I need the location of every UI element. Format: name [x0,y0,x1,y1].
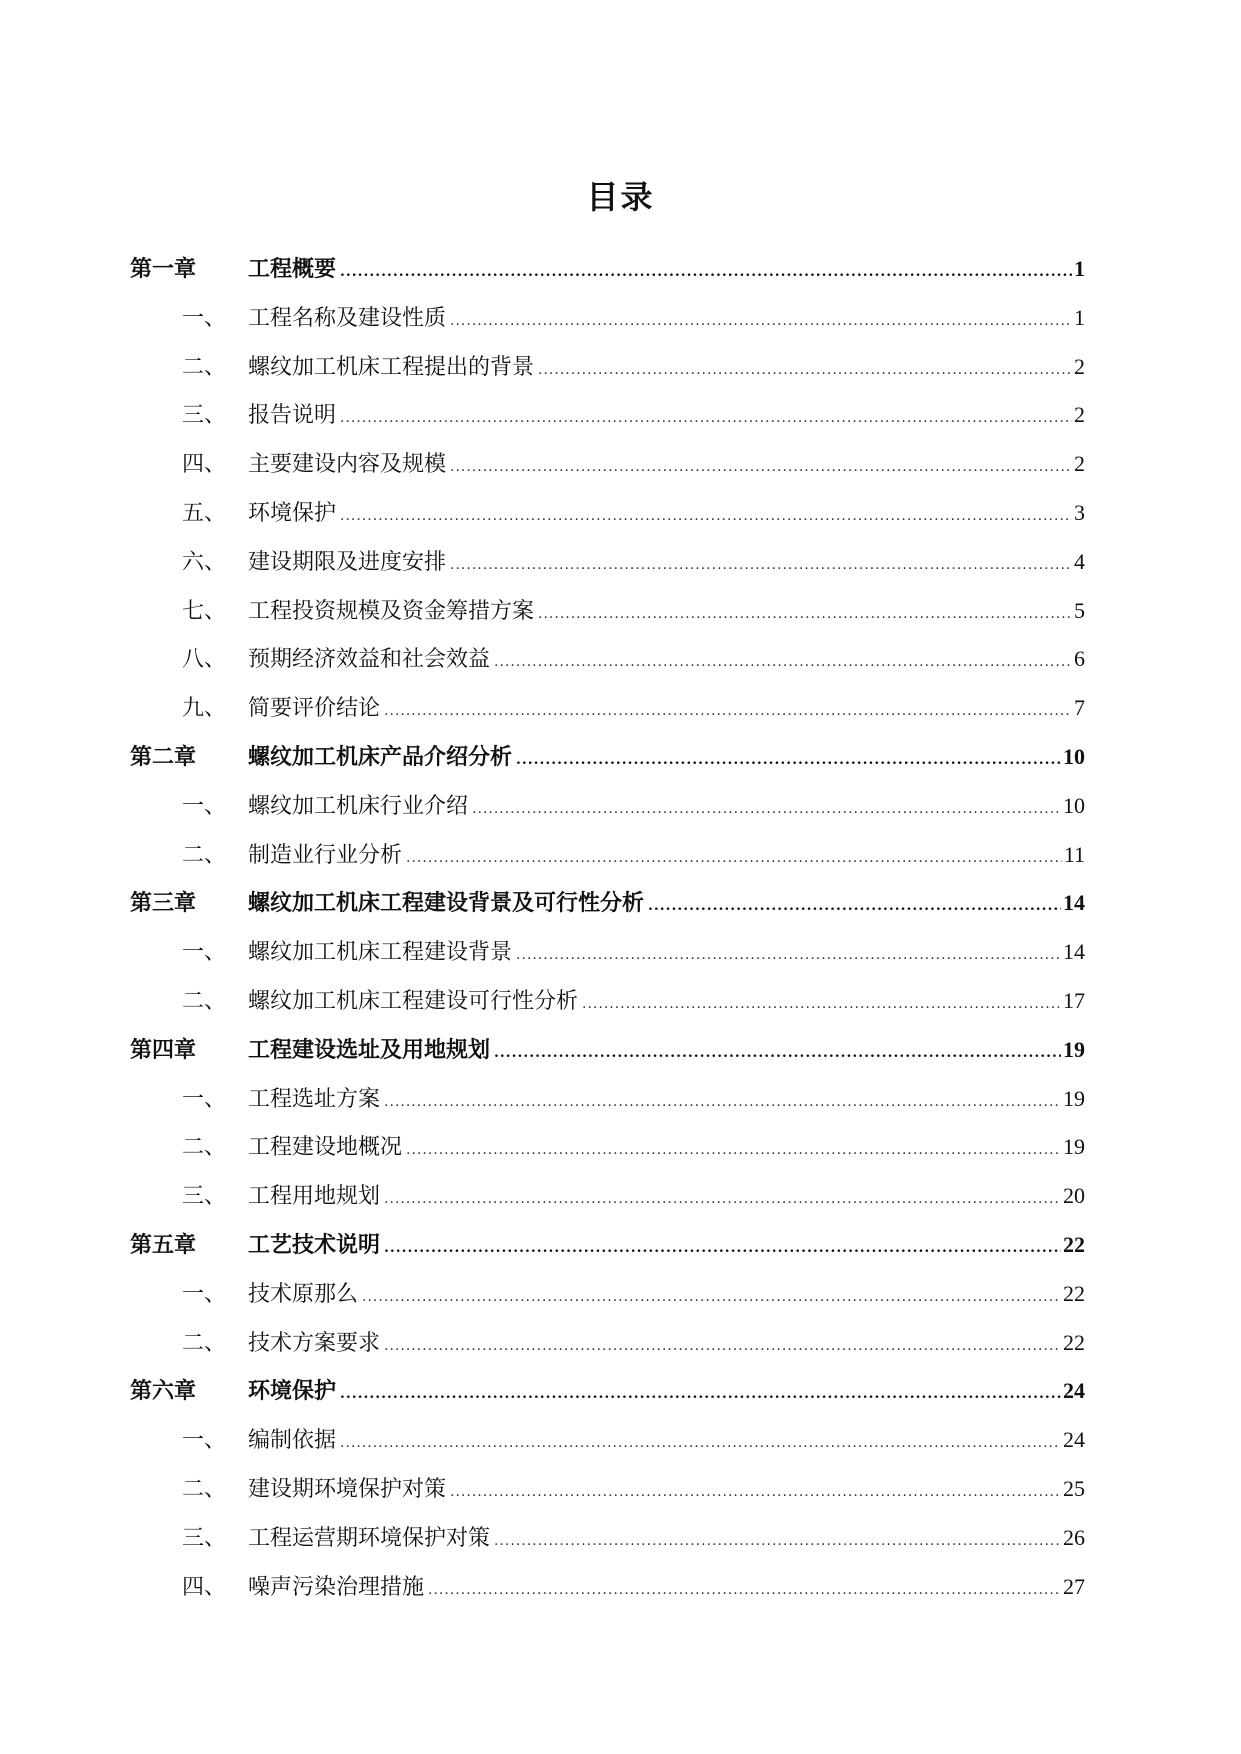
page-number: 7 [1074,695,1085,721]
dot-leader [384,687,1072,736]
page-number: 25 [1063,1475,1085,1501]
page-number: 1 [1074,304,1085,330]
section-number: 二、 [182,1135,227,1161]
section-title: 工程名称及建设性质 [248,305,447,331]
page-number: 3 [1074,499,1085,525]
dot-leader [538,346,1072,395]
section-title: 建设期环境保护对策 [248,1476,447,1502]
page-number: 27 [1063,1573,1085,1599]
section-number: 三、 [182,1184,227,1210]
dot-leader [538,590,1072,639]
chapter-number: 第三章 [130,891,197,917]
section-title: 预期经济效益和社会效益 [248,647,491,673]
page-number: 22 [1063,1231,1085,1257]
section-title: 螺纹加工机床工程建设可行性分析 [248,988,579,1014]
page-number: 19 [1063,1134,1085,1160]
section-number: 一、 [182,1086,227,1112]
page-number: 14 [1063,939,1085,965]
dot-leader [472,785,1061,834]
dot-leader [494,638,1072,687]
toc-section-entry[interactable] [130,1075,1085,1124]
toc-section-entry[interactable] [130,587,1085,636]
page-number: 24 [1063,1378,1085,1404]
section-number: 一、 [182,940,227,966]
section-number: 三、 [182,1525,227,1551]
section-number: 一、 [182,305,227,331]
page-number: 22 [1063,1280,1085,1306]
section-title: 噪声污染治理措施 [248,1574,425,1600]
section-title: 编制依据 [248,1428,337,1454]
dot-leader [450,443,1072,492]
section-number: 七、 [182,598,227,624]
toc-section-entry[interactable] [130,343,1085,392]
dot-leader [494,1517,1061,1566]
section-title: 工程建设地概况 [248,1135,403,1161]
toc-section-entry[interactable] [130,440,1085,489]
dot-leader [428,1566,1061,1615]
page-number: 6 [1074,646,1085,672]
chapter-number: 第六章 [130,1379,197,1405]
section-number: 九、 [182,696,227,722]
toc-section-entry[interactable] [130,1270,1085,1319]
toc-chapter-entry[interactable] [130,733,1085,782]
dot-leader [406,834,1062,883]
dot-leader [648,882,1061,931]
toc-section-entry[interactable] [130,1416,1085,1465]
toc-chapter-entry[interactable] [130,1367,1085,1416]
page-number: 24 [1063,1427,1085,1453]
section-title: 环境保护 [248,500,337,526]
toc-section-entry[interactable] [130,1563,1085,1612]
section-number: 一、 [182,1281,227,1307]
section-number: 二、 [182,1330,227,1356]
dot-leader [450,541,1072,590]
page-number: 20 [1063,1183,1085,1209]
dot-leader [384,1175,1061,1224]
section-title: 简要评价结论 [248,696,381,722]
section-title: 制造业行业分析 [248,842,403,868]
section-title: 建设期限及进度安排 [248,549,447,575]
section-title: 螺纹加工机床工程建设背景 [248,940,513,966]
page-number: 4 [1074,548,1085,574]
section-number: 三、 [182,403,227,429]
section-number: 二、 [182,1476,227,1502]
section-number: 一、 [182,793,227,819]
section-title: 工程选址方案 [248,1086,381,1112]
dot-leader [340,394,1072,443]
toc-section-entry[interactable] [130,1172,1085,1221]
page-number: 2 [1074,353,1085,379]
chapter-title: 工艺技术说明 [248,1232,381,1258]
section-number: 一、 [182,1428,227,1454]
chapter-number: 第五章 [130,1232,197,1258]
chapter-title: 螺纹加工机床工程建设背景及可行性分析 [248,891,645,917]
chapter-number: 第二章 [130,744,197,770]
toc-section-entry[interactable] [130,294,1085,343]
section-title: 螺纹加工机床工程提出的背景 [248,354,535,380]
section-number: 二、 [182,842,227,868]
dot-leader [516,931,1061,980]
page-number: 5 [1074,597,1085,623]
toc-section-entry[interactable] [130,489,1085,538]
chapter-title: 环境保护 [248,1379,337,1405]
toc-section-entry[interactable] [130,977,1085,1026]
toc-chapter-entry[interactable] [130,879,1085,928]
section-number: 四、 [182,452,227,478]
toc-section-entry[interactable] [130,1319,1085,1368]
dot-leader [340,492,1072,541]
page-number: 2 [1074,451,1085,477]
page-number: 19 [1063,1085,1085,1111]
section-number: 六、 [182,549,227,575]
dot-leader [516,736,1061,785]
toc-section-entry[interactable] [130,391,1085,440]
dot-leader [450,297,1072,346]
section-title: 技术原那么 [248,1281,359,1307]
chapter-number: 第四章 [130,1037,197,1063]
section-title: 工程用地规划 [248,1184,381,1210]
chapter-title: 螺纹加工机床产品介绍分析 [248,744,513,770]
toc-section-entry[interactable] [130,1465,1085,1514]
section-number: 五、 [182,500,227,526]
section-number: 八、 [182,647,227,673]
section-title: 报告说明 [248,403,337,429]
page-number: 1 [1074,256,1085,281]
toc-section-entry[interactable] [130,538,1085,587]
table-of-contents [130,245,1085,1611]
chapter-title: 工程概要 [248,257,337,282]
chapter-title: 工程建设选址及用地规划 [248,1037,491,1063]
dot-leader [406,1126,1061,1175]
page-number: 10 [1063,743,1085,769]
page-number: 10 [1063,792,1085,818]
section-title: 工程投资规模及资金筹措方案 [248,598,535,624]
dot-leader [384,1078,1061,1127]
section-title: 技术方案要求 [248,1330,381,1356]
page-number: 19 [1063,1036,1085,1062]
toc-section-entry[interactable] [130,1123,1085,1172]
toc-section-entry[interactable] [130,782,1085,831]
dot-leader [384,1224,1061,1273]
toc-section-entry[interactable] [130,928,1085,977]
page-number: 26 [1063,1524,1085,1550]
section-number: 二、 [182,988,227,1014]
page-number: 11 [1063,841,1085,867]
page-number: 22 [1063,1329,1085,1355]
section-number: 四、 [182,1574,227,1600]
dot-leader [450,1468,1061,1517]
dot-leader [340,248,1072,297]
section-title: 工程运营期环境保护对策 [248,1525,491,1551]
dot-leader [340,1370,1061,1419]
section-title: 主要建设内容及规模 [248,452,447,478]
toc-section-entry[interactable] [130,635,1085,684]
section-title: 螺纹加工机床行业介绍 [248,793,469,819]
toc-chapter-entry[interactable] [130,1026,1085,1075]
toc-section-entry[interactable] [130,831,1085,880]
toc-title: 目录 [586,178,655,216]
dot-leader [494,1029,1061,1078]
chapter-number: 第一章 [130,257,197,282]
page-number: 14 [1063,890,1085,916]
page-number: 17 [1063,987,1085,1013]
toc-chapter-entry[interactable] [130,245,1085,294]
dot-leader [384,1322,1061,1371]
toc-section-entry[interactable] [130,1514,1085,1563]
dot-leader [362,1273,1061,1322]
dot-leader [582,980,1061,1029]
toc-chapter-entry[interactable] [130,1221,1085,1270]
toc-section-entry[interactable] [130,684,1085,733]
page-number: 2 [1074,402,1085,428]
dot-leader [340,1419,1061,1468]
section-number: 二、 [182,354,227,380]
